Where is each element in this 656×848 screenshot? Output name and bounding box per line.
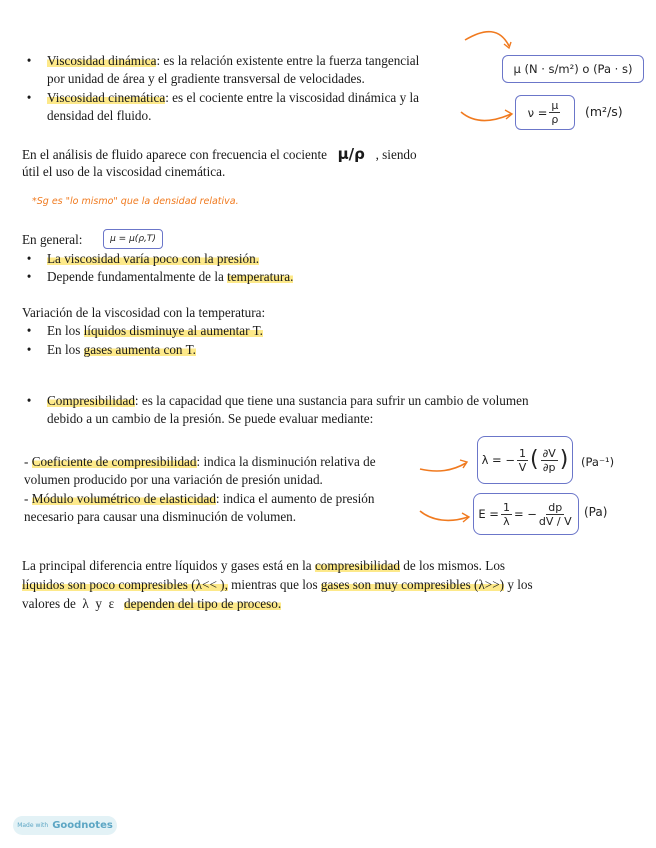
variacion-item-2 xyxy=(47,341,196,359)
coeficiente-line1 xyxy=(24,453,376,471)
fraction xyxy=(539,501,572,528)
paren-left: ( xyxy=(529,447,539,472)
fraction-num: ∂V xyxy=(542,446,556,460)
analisis-line2: útil el uso de la viscosidad cinemática. xyxy=(22,164,226,179)
conclusion-line1 xyxy=(22,557,505,575)
bullet: • xyxy=(26,53,32,68)
general-item-2-highlight: temperatura. xyxy=(227,269,294,284)
formula-lhs: E = xyxy=(478,507,499,521)
badge-brand: Goodnotes xyxy=(52,820,113,831)
visc-cinematica-def: : es el cociente entre la viscosidad dinámica y la xyxy=(165,90,419,105)
conclusion-text: La principal diferencia entre líquidos y gases está en la xyxy=(22,558,315,573)
fraction-den: λ xyxy=(503,514,510,528)
fraction-num: dp xyxy=(548,500,563,514)
conclusion-text: valores de λ y ε xyxy=(22,596,125,611)
variacion-title: Variación de la viscosidad con la temperatura: xyxy=(22,305,266,320)
visc-dinamica-def: : es la relación existente entre la fuerza tangencial xyxy=(156,53,420,68)
coeficiente-def: : indica la disminución relativa de xyxy=(196,454,376,469)
visc-cinematica-line1 xyxy=(47,89,419,107)
visc-dinamica-term: Viscosidad dinámica xyxy=(47,53,157,68)
general-formula-box xyxy=(103,229,163,249)
visc-cinematica-unit: (m²/s) xyxy=(585,104,623,119)
modulo-def: : indica el aumento de presión xyxy=(215,491,375,506)
conclusion-highlight: dependen del tipo de proceso. xyxy=(124,596,282,611)
conclusion-highlight: compresibilidad xyxy=(314,558,400,573)
modulo-unit: (Pa) xyxy=(584,505,608,519)
compresibilidad-line2: debido a un cambio de la presión. Se puede evaluar mediante: xyxy=(47,411,374,426)
analisis-line1 xyxy=(22,145,417,164)
fraction-den: V xyxy=(518,460,527,474)
variacion-item-1-highlight: líquidos disminuye al aumentar T. xyxy=(83,323,263,338)
variacion-item-2-highlight: gases aumenta con T. xyxy=(83,342,196,357)
fraction-num: μ xyxy=(551,99,559,112)
bullet: • xyxy=(26,393,32,408)
variacion-item-1 xyxy=(47,322,263,340)
analisis-text-end: , siendo xyxy=(375,147,417,162)
visc-cinematica-line2: densidad del fluido. xyxy=(47,108,152,123)
modulo-line1 xyxy=(24,490,375,508)
conclusion-text: de los mismos. Los xyxy=(399,558,506,573)
fraction-num: 1 xyxy=(518,446,526,460)
general-item-2-prefix: Depende fundamentalmente de la xyxy=(47,269,228,284)
fraction-num: 1 xyxy=(502,500,510,514)
fraction xyxy=(541,447,558,474)
general-label: En general: xyxy=(22,232,83,247)
general-item-2 xyxy=(47,268,293,286)
bullet: • xyxy=(26,269,32,284)
conclusion-highlight: líquidos son poco compresibles (λ<< ), xyxy=(22,577,228,592)
modulo-formula-box xyxy=(473,493,579,535)
coeficiente-term: Coeficiente de compresibilidad xyxy=(31,454,197,469)
compresibilidad-term: Compresibilidad xyxy=(47,393,135,408)
formula-lhs: λ = − xyxy=(481,453,515,467)
bullet: • xyxy=(26,323,32,338)
general-item-1-text: La viscosidad varía poco con la presión. xyxy=(47,251,260,266)
visc-dinamica-line1 xyxy=(47,52,419,70)
dash: - xyxy=(24,491,32,506)
conclusion-line3 xyxy=(22,595,281,613)
analisis-text: En el análisis de fluido aparece con frecuencia el cociente xyxy=(22,147,327,162)
modulo-line2: necesario para causar una disminución de volumen. xyxy=(24,509,297,524)
made-with-goodnotes-badge xyxy=(13,816,117,835)
bullet: • xyxy=(26,342,32,357)
bullet: • xyxy=(26,90,32,105)
fraction xyxy=(549,99,560,126)
formula-lhs: ν = xyxy=(527,105,548,120)
annotation-arrows-icon xyxy=(416,455,476,535)
paren-right: ) xyxy=(559,447,569,472)
coeficiente-formula-box xyxy=(477,436,573,484)
visc-dinamica-line2: por unidad de área y el gradiente transversal de velocidades. xyxy=(47,71,365,86)
fraction xyxy=(501,501,512,528)
compresibilidad-def: : es la capacidad que tiene una sustancia para sufrir un cambio de volumen xyxy=(134,393,529,408)
general-formula: μ = μ(ρ,T) xyxy=(110,234,156,244)
variacion-item-1-prefix: En los xyxy=(47,323,84,338)
modulo-term: Módulo volumétrico de elasticidad xyxy=(31,491,216,506)
mu-rho-ratio: μ/ρ xyxy=(337,145,365,163)
dash: - xyxy=(24,454,32,469)
visc-dinamica-formula: μ (N · s/m²) o (Pa · s) xyxy=(513,62,633,76)
badge-small-text: Made with xyxy=(17,822,49,829)
coeficiente-unit: (Pa⁻¹) xyxy=(581,455,615,469)
conclusion-text: y los xyxy=(504,577,533,592)
variacion-item-2-prefix: En los xyxy=(47,342,84,357)
bullet: • xyxy=(26,251,32,266)
conclusion-highlight: gases son muy compresibles (λ>>) xyxy=(320,577,505,592)
fraction-den: ρ xyxy=(551,113,559,126)
annotation-arrows-icon xyxy=(455,26,525,126)
handwritten-note: *Sg es "lo mismo" que la densidad relativa. xyxy=(32,196,239,207)
compresibilidad-line1 xyxy=(47,392,529,410)
visc-cinematica-term: Viscosidad cinemática xyxy=(47,90,166,105)
general-item-1 xyxy=(47,250,259,268)
coeficiente-line2: volumen producido por una variación de presión unidad. xyxy=(24,472,323,487)
formula-mid: = − xyxy=(513,507,537,521)
conclusion-line2 xyxy=(22,576,533,594)
conclusion-text: mientras que los xyxy=(227,577,321,592)
fraction-den: ∂p xyxy=(542,460,556,474)
fraction-den: dV / V xyxy=(538,514,572,528)
fraction xyxy=(517,447,528,474)
